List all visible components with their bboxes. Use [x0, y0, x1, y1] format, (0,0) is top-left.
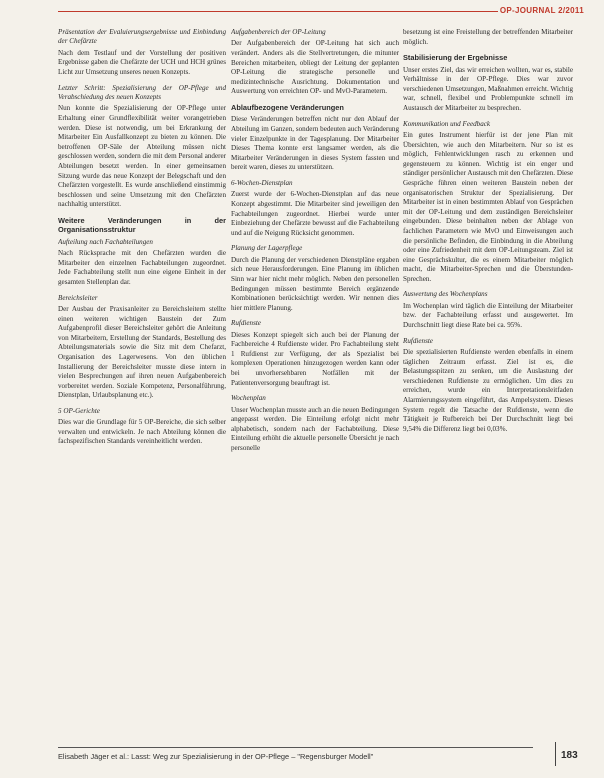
- paragraph: besetzung ist eine Freistellung der betreffenden Mitarbeiter möglich.: [403, 28, 573, 46]
- column-middle: [231, 28, 399, 710]
- paragraph: Diese Veränderungen betreffen nicht nur den Ablauf der Abteilung im Ganzen, sondern bedeuten auch Veränderung vieler Einzelpunkte in der Tagesplanung. Der Mitarbeiter Dieses Thema konnte erst langsamer werden, als die Mitarbeiter Veränderungen in dieses System fassten und bereit waren, dieses zu unterstützen.: [231, 115, 399, 172]
- paragraph: Die spezialisierten Rufdienste werden ebenfalls in einem täglichen Zeitraum erfasst. Ziel ist es, die Belastungsspitzen zu senken, um die Auslastung der verschiedenen Rufdienste zu ermöglichen. Um dies zu erreichen, wurde ein Interpretationsleitfaden Alarmierungssystem eingeführt, das Ampelsystem. Dieses System regelt die Tatsache der Rufdienste, wenn die Tätigkeit je Rufbereich bei Der Durchschnitt liegt bei 9,54% die Differenz liegt bei 0,03%.: [403, 348, 573, 433]
- section-heading: Weitere Veränderungen in der Organisationsstruktur: [58, 215, 226, 235]
- paragraph: Dieses Konzept spiegelt sich auch bei der Planung der Fachbereiche 4 Rufdienste wider. Pro Fachabteilung steht 1 Rufdienst zur Verfügung, der als Spezialist bei komplexen Operationen hinzugezogen werden kann oder bei unvorhersehbaren Notfällen mit der Patientenversorgung beauftragt ist.: [231, 330, 399, 387]
- paragraph: Unser erstes Ziel, das wir erreichen wollten, war es, stabile Verhältnisse in der OP-Pflege. Dies war zuvor verschiedenen Umsetzungen, Maßnahmen erreicht. Wichtig war, schnell, flexibel und Problempunkte schnell im Austausch der Mitarbeiter zu besprechen.: [403, 65, 573, 112]
- subheading: Rufdienste: [231, 319, 261, 328]
- paragraph: Zuerst wurde der 6-Wochen-Dienstplan auf das neue Konzept abgestimmt. Die Mitarbeiter sind jeweiligen den Fachabteilungen zugeordnet. Hierbei wurde unter Einbeziehung der Chefärzte bewusst auf die Fachabteilung und auf die Neigung Rücksicht genommen.: [231, 190, 399, 237]
- subheading: Kommunikation und Feedback: [403, 119, 491, 128]
- paragraph: Der Aufgabenbereich der OP-Leitung hat sich auch verändert. Anders als die Stellvertretungen, die mitunter Bereichen mitarbeiten, obliegt der Leitung der geplanten OP-Leitung die strategische personelle und medizintechnische Ausrichtung. Dokumentation und Auswertung von erreichten OP- und MvO-Parametern.: [231, 39, 399, 96]
- paragraph: Nach dem Testlauf und der Vorstellung der positiven Ergebnisse gaben die Chefärzte der UCH und HCH grünes Licht zur Umsetzung unseres neuen Konzepts.: [58, 48, 226, 76]
- subheading: Auswertung des Wochenplans: [403, 290, 488, 299]
- subheading: Wochenplan: [231, 394, 266, 403]
- page-number: 183: [561, 750, 578, 761]
- subheading: Bereichsleiter: [58, 293, 98, 302]
- page-number-divider: [555, 742, 556, 766]
- paragraph: Durch die Planung der verschiedenen Dienstpläne ergaben sich neue Herausforderungen. Eine Planung im üblichen Sinn war hier nicht mehr möglich. Neben den personellen Bedingungen müssen bestimmte Bereich ergänzende Kombinationen berücksichtigt werden. Wir nennen dies hier mittlere Planung.: [231, 255, 399, 312]
- section-heading: Ablaufbezogene Veränderungen: [231, 102, 344, 112]
- subheading: Aufgabenbereich der OP-Leitung: [231, 28, 326, 36]
- paragraph: Im Wochenplan wird täglich die Einteilung der Mitarbeiter bzw. der Fachabteilung erfasst und ausgewertet. Im Durchschnitt liegt diese Rate bei ca. 95%.: [403, 301, 573, 330]
- column-right: [403, 28, 573, 710]
- journal-title: OP-JOURNAL 2/2011: [499, 6, 584, 15]
- paragraph: Ein gutes Instrument hierfür ist der jene Plan mit Übersichten, wie auch den Mitarbeitern. Nur so ist es möglich, Fehlentwicklungen rasch zu erkennen und gegensteuern zu können. Wichtig ist ein enger und ständiger persönlicher Austausch mit den Chefärzten. Diese Gespräche führen einen weiteren Baustein neben der organisatorischen Struktur der Spezialisierung. Der Mitarbeiter ist in einen bestimmten Ablauf von Gesprächen mit der OP-Leitung und dem zuständigen Bereichsleiter eingebunden. Diese beinhalten neben der Ablage von fachlichen Parametern wie MvO und Einweisungen auch die persönliche Befinden, die Einbindung in die Abteilung oder eine Zufriedenheit mit dem OP-Leitungsteam. Ziel ist eine Gesprächskultur, die es einem Mitarbeiter möglich macht, die Mitarbeiter-Sprechen und die Überstunden-Sprechen.: [403, 130, 573, 283]
- paragraph: Nach Rücksprache mit den Chefärzten wurden die Mitarbeiter den einzelnen Fachabteilungen zugeordnet. Jede Fachabteilung stellt nun eine eigene Einheit in der gesamten Stellenplan dar.: [58, 249, 226, 286]
- subheading: 6-Wochen-Dienstplan: [231, 178, 293, 187]
- section-heading: Stabilisierung der Ergebnisse: [403, 53, 508, 63]
- subheading: Letzter Schritt: Spezialisierung der OP-Pflege und Verabschiedung des neuen Konzepts: [58, 83, 226, 101]
- subheading: Präsentation der Evaluierungsergebnisse und Einbindung der Chefärzte: [58, 28, 226, 46]
- subheading: Planung der Lagerpflege: [231, 244, 303, 253]
- subheading: Aufteilung nach Fachabteilungen: [58, 237, 153, 246]
- subheading: 5 OP-Gerichte: [58, 406, 100, 415]
- header-rule: [58, 11, 498, 12]
- footer-citation: Elisabeth Jäger et al.: Lasst: Weg zur Spezialisierung in der OP-Pflege – "Regensburger Modell": [58, 752, 374, 761]
- paragraph: Unser Wochenplan musste auch an die neuen Bedingungen angepasst werden. Die Einteilung erfolgt nicht mehr alphabetisch, sondern nach der Fachabteilung. Diese Einteilung erhöht die aktuelle personelle Übersicht je nach personelle: [231, 405, 399, 453]
- footer-rule: [58, 747, 533, 748]
- paragraph: Nun konnte die Spezialisierung der OP-Pflege unter Erhaltung einer Grundflexibilität weiter vorangetrieben werden. Diese ist notwendig, um bei Erkrankung der Mitarbeiter Ein Ausfallkonzept zu bieten zu können. Die betroffenen OP-Säle der Abteilung müssen nicht geschlossen werden, sondern die mit dem Personal anderer Abteilungen besetzt werden. In einer gemeinsamen Sitzung wurde das neue Konzept der Belegschaft und den Chefärzten vorgestellt. Es wurde anschließend einstimmig beschlossen und seine Umsetzung mit den Chefärzten nachhaltig unterstützt.: [58, 104, 226, 209]
- subheading: Rufdienste: [403, 336, 433, 345]
- paragraph: Der Ausbau der Praxisanleiter zu Bereichsleitern stellte einen weiteren wichtigen Baustein der Zum Aufgabenprofil dieser Bereichsleiter gehört die Anleitung von Mitarbeitern, Erstellung der Standards, Bestellung des Abteilungsmaterials sowie die Sitz mit dem Chefarzt, Organisation des Lagerwesens. Von den üblichen Installierung der Bereichsleiter musste diese intern in vielen Besprechungen auf ihren neuen Aufgabenbereich vorbereitet werden. Soziale Kompetenz, Personalführung, Dienstplan, Urlaubsplanung etc.).: [58, 304, 226, 400]
- column-left: [58, 28, 226, 710]
- paragraph: Dies war die Grundlage für 5 OP-Bereiche, die sich selber verwalten und entwickeln. Je nach Abteilung können die fachspezifischen Standards vereinheitlicht werden.: [58, 418, 226, 446]
